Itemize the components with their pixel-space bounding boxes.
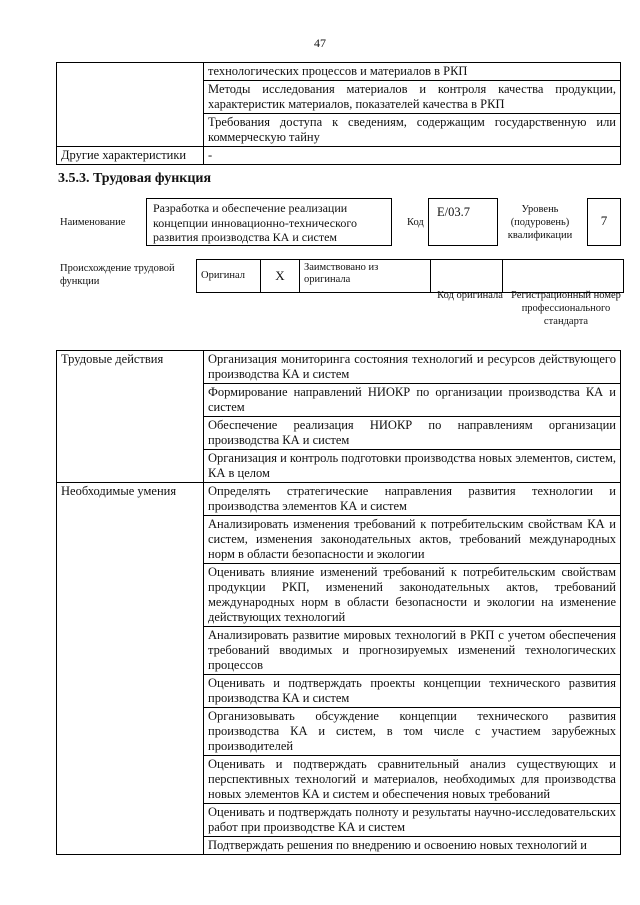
reg-number-label: Регистрационный номер профессионального стандарта [511, 290, 621, 327]
labor-action-item: Формирование направлений НИОКР по организации производства КА и систем [204, 384, 621, 417]
skill-item: Оценивать и подтверждать полноту и результаты научно-исследовательских работ при производстве КА и систем [204, 804, 621, 837]
section-title: 3.5.3. Трудовая функция [58, 171, 212, 186]
table-row [57, 147, 621, 165]
skill-item: Оценивать и подтверждать проекты концепции технического развития производства КА и систем [204, 675, 621, 708]
labor-action-item: Обеспечение реализация НИОКР по направлениям организации производства КА и систем [204, 417, 621, 450]
skill-item: Определять стратегические направления развития технологии и производства элементов КА и систем [204, 483, 621, 516]
original-mark: X [261, 260, 300, 293]
function-code-box: E/03.7 [428, 198, 498, 246]
required-skills-label: Необходимые умения [57, 483, 204, 855]
qualification-level-label: Уровень (подуровень) квалификации [507, 204, 573, 241]
empty-label-cell [57, 63, 204, 147]
qualification-level-box: 7 [587, 198, 621, 246]
table-row [57, 351, 621, 384]
labor-action-item: Организация мониторинга состояния технологий и ресурсов действующего производства КА и систем [204, 351, 621, 384]
skill-item: Организовывать обсуждение концепции технического развития производства КА и систем, в том числе с участием зарубежных производителей [204, 708, 621, 756]
reg-number-cell [503, 260, 624, 293]
top-continuation-table [56, 62, 621, 165]
other-characteristics-value: - [204, 147, 621, 165]
code-label: Код [407, 217, 424, 228]
main-table [56, 350, 621, 855]
code-original-label: Код оригинала [437, 290, 503, 301]
skill-item: Оценивать и подтверждать сравнительный анализ существующих и перспективных технологий и материалов, необходимых для производства новых элементов КА и систем и обеспечения новых требований [204, 756, 621, 804]
origin-table [196, 259, 624, 293]
skill-item: Анализировать развитие мировых технологий в РКП с учетом обеспечения требований вводимых и прогнозируемых изменений технологических процессов [204, 627, 621, 675]
code-original-cell [431, 260, 503, 293]
table-row [57, 63, 621, 81]
table-cell: Требования доступа к сведениям, содержащим государственную или коммерческую тайну [204, 114, 621, 147]
borrowed-label: Заимствовано из оригинала [300, 260, 431, 293]
table-cell: Методы исследования материалов и контроля качества продукции, характеристик материалов, показателей качества в РКП [204, 81, 621, 114]
name-label: Наименование [60, 217, 126, 228]
skill-item: Оценивать влияние изменений требований к потребительским свойствам продукции РКП, изменений законодательных актов, требований международных норм в области безопасности и экологии на изменение действующих технологий [204, 564, 621, 627]
skill-item: Анализировать изменения требований к потребительским свойствам КА и систем, изменения законодательных актов, требований международных норм в области безопасности и экологии [204, 516, 621, 564]
other-characteristics-label: Другие характеристики [57, 147, 204, 165]
labor-actions-label: Трудовые действия [57, 351, 204, 483]
table-row [57, 483, 621, 516]
table-row [197, 260, 624, 293]
page-number: 47 [314, 36, 326, 50]
skill-item: Подтверждать решения по внедрению и освоению новых технологий и [204, 837, 621, 855]
original-label: Оригинал [197, 260, 261, 293]
table-cell: технологических процессов и материалов в РКП [204, 63, 621, 81]
labor-action-item: Организация и контроль подготовки производства новых элементов, систем, КА в целом [204, 450, 621, 483]
function-name-box: Разработка и обеспечение реализации концепции инновационно-технического развития производства КА и систем [146, 198, 392, 246]
origin-label: Происхождение трудовой функции [60, 263, 175, 287]
